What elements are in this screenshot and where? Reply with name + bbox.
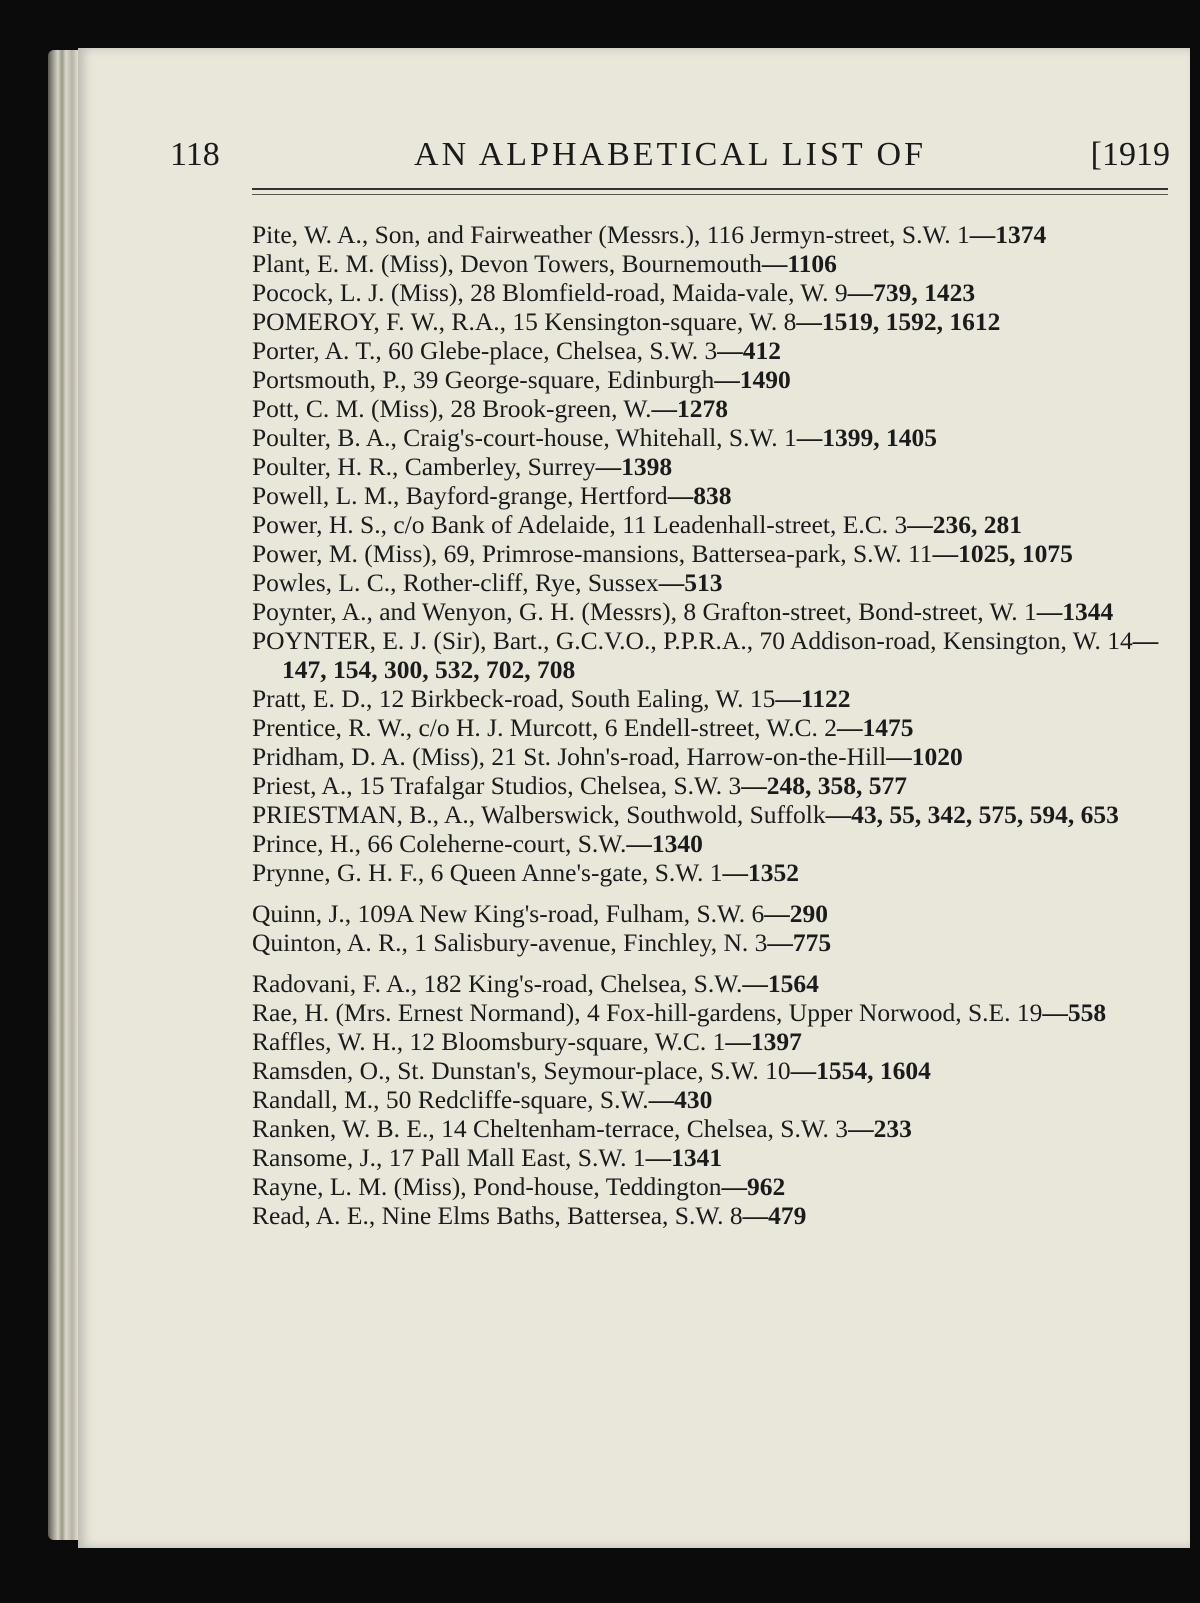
list-item: Pite, W. A., Son, and Fairweather (Messrs.), 116 Jermyn-street, S.W. 1—1374 — [252, 220, 1047, 249]
header-rule — [252, 188, 1168, 190]
list-item: Ransome, J., 17 Pall Mall East, S.W. 1—1341 — [252, 1143, 723, 1172]
list-item: Poynter, A., and Wenyon, G. H. (Messrs), 8 Grafton-street, Bond-street, W. 1—1344 — [252, 597, 1114, 626]
list-item: Power, M. (Miss), 69, Primrose-mansions, Battersea-park, S.W. 11—1025, 1075 — [252, 539, 1073, 568]
list-item: Pratt, E. D., 12 Birkbeck-road, South Ealing, W. 15—1122 — [252, 684, 851, 713]
list-item: Poulter, H. R., Camberley, Surrey—1398 — [252, 452, 673, 481]
list-item: Ramsden, O., St. Dunstan's, Seymour-place, S.W. 10—1554, 1604 — [252, 1056, 931, 1085]
list-item: Rae, H. (Mrs. Ernest Normand), 4 Fox-hill-gardens, Upper Norwood, S.E. 19—558 — [252, 998, 1107, 1027]
page-title: AN ALPHABETICAL LIST OF — [414, 136, 926, 173]
list-item: Priest, A., 15 Trafalgar Studios, Chelsea, S.W. 3—248, 358, 577 — [252, 771, 907, 800]
list-item: Pocock, L. J. (Miss), 28 Blomfield-road, Maida-vale, W. 9—739, 1423 — [252, 278, 976, 307]
list-item: POYNTER, E. J. (Sir), Bart., G.C.V.O., P.P.R.A., 70 Addison-road, Kensington, W. 14—147, 154, 300, 532, 702, 708 — [252, 626, 1159, 684]
list-item: Randall, M., 50 Redcliffe-square, S.W.—430 — [252, 1085, 713, 1114]
page-year: [1919 — [1090, 136, 1170, 173]
list-item: Prynne, G. H. F., 6 Queen Anne's-gate, S.W. 1—1352 — [252, 858, 799, 887]
list-item: Powles, L. C., Rother-cliff, Rye, Sussex—513 — [252, 568, 723, 597]
list-item: PRIESTMAN, B., A., Walberswick, Southwold, Suffolk—43, 55, 342, 575, 594, 653 — [252, 800, 1119, 829]
list-item: Porter, A. T., 60 Glebe-place, Chelsea, S.W. 3—412 — [252, 336, 781, 365]
running-head — [170, 136, 1170, 186]
list-item: Raffles, W. H., 12 Bloomsbury-square, W.C. 1—1397 — [252, 1027, 802, 1056]
list-item: Quinton, A. R., 1 Salisbury-avenue, Finchley, N. 3—775 — [252, 928, 832, 957]
list-item: Prince, H., 66 Coleherne-court, S.W.—1340 — [252, 829, 703, 858]
list-item: Rayne, L. M. (Miss), Pond-house, Teddington—962 — [252, 1172, 786, 1201]
list-item: Prentice, R. W., c/o H. J. Murcott, 6 Endell-street, W.C. 2—1475 — [252, 713, 914, 742]
list-item: Powell, L. M., Bayford-grange, Hertford—838 — [252, 481, 732, 510]
section-gap — [252, 887, 1182, 899]
list-item: Radovani, F. A., 182 King's-road, Chelsea, S.W.—1564 — [252, 969, 819, 998]
list-item: Quinn, J., 109A New King's-road, Fulham, S.W. 6—290 — [252, 899, 828, 928]
section-gap — [252, 957, 1182, 969]
list-item: Read, A. E., Nine Elms Baths, Battersea, S.W. 8—479 — [252, 1201, 807, 1230]
entry-list — [252, 220, 1182, 1230]
list-item: Plant, E. M. (Miss), Devon Towers, Bournemouth—1106 — [252, 249, 837, 278]
list-item: Pott, C. M. (Miss), 28 Brook-green, W.—1278 — [252, 394, 729, 423]
list-item: Power, H. S., c/o Bank of Adelaide, 11 Leadenhall-street, E.C. 3—236, 281 — [252, 510, 1022, 539]
list-item: Pridham, D. A. (Miss), 21 St. John's-road, Harrow-on-the-Hill—1020 — [252, 742, 963, 771]
list-item: POMEROY, F. W., R.A., 15 Kensington-square, W. 8—1519, 1592, 1612 — [252, 307, 1001, 336]
header-rule-thin — [252, 194, 1168, 195]
page-number: 118 — [170, 136, 220, 173]
list-item: Portsmouth, P., 39 George-square, Edinburgh—1490 — [252, 365, 791, 394]
list-item: Poulter, B. A., Craig's-court-house, Whitehall, S.W. 1—1399, 1405 — [252, 423, 937, 452]
list-item: Ranken, W. B. E., 14 Cheltenham-terrace, Chelsea, S.W. 3—233 — [252, 1114, 912, 1143]
